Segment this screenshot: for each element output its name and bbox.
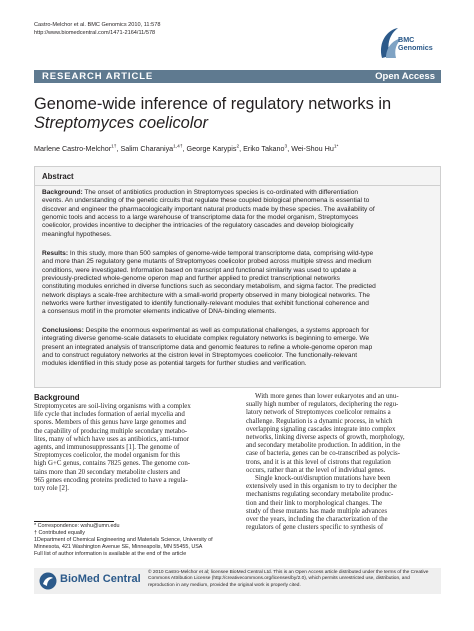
body-line: tains more than 20 secondary metabolite clusters and bbox=[34, 468, 180, 476]
body-column-left bbox=[34, 393, 229, 493]
author-separator: , bbox=[182, 144, 187, 153]
publisher-name: BioMed Central bbox=[60, 573, 141, 585]
author-name[interactable]: Eriko Takano bbox=[243, 144, 285, 153]
license-line: Commons Attribution License (http://creativecommons.org/licenses/by/2.0), which permits unrestricted use, distribution, and bbox=[148, 576, 410, 582]
body-line: occurs, rather than at the level of individual genes. bbox=[246, 466, 386, 474]
footnote-line: Minnesota, 421 Washington Avenue SE, Minneapolis, MN 55455, USA bbox=[34, 543, 203, 550]
abstract-label: Results: bbox=[42, 250, 69, 257]
author-affiliation-mark: 2 bbox=[236, 144, 240, 150]
abstract-line: coelicolor, provides incentive to decipher the intricacies of the regulatory cascades and develop biologically bbox=[42, 222, 354, 230]
abstract-line: modules identified in this study pose as potential targets for further studies and verification. bbox=[42, 360, 307, 368]
abstract-conclusions bbox=[42, 327, 372, 369]
abstract-line: discover and engineer the pharmacologically important natural products made by these species. The availability of bbox=[42, 205, 375, 213]
body-line: networks, linking diverse aspects of growth, morphology, bbox=[246, 434, 405, 442]
abstract-line: events. An understanding of the genetic circuits that regulate these coupled biological phenomena is essential to bbox=[42, 197, 370, 205]
title-line-1: Genome-wide inference of regulatory networks in bbox=[34, 95, 392, 113]
author-separator: , bbox=[116, 144, 121, 153]
abstract-heading: Abstract bbox=[42, 172, 74, 181]
body-line: tion and their link to morphological changes. The bbox=[246, 499, 383, 507]
body-line: regulators of gene clusters specific to synthesis of bbox=[246, 524, 384, 532]
body-line: and secondary metabolite production. In addition, in the bbox=[246, 442, 401, 450]
abstract-line: previously-predicted whole-genome operon map and further applied to predict transcriptional networks bbox=[42, 275, 340, 283]
body-line: challenge. Regulation is a dynamic process, in which bbox=[246, 417, 393, 425]
body-line: lites, many of which have uses as antibiotics, anti-tumor bbox=[34, 435, 190, 443]
author-name[interactable]: Marlene Castro-Melchor bbox=[34, 144, 112, 153]
body-line: extensively used in this organism to try to decipher the bbox=[246, 483, 397, 491]
footnote-line: 1Department of Chemical Engineering and Materials Science, University of bbox=[34, 536, 213, 543]
correspondence-email[interactable]: * Correspondence: wshu@umn.edu bbox=[34, 523, 120, 529]
citation-line: Castro-Melchor et al. BMC Genomics 2010, 11:578 bbox=[34, 22, 161, 28]
body-column-right bbox=[246, 393, 441, 532]
biomed-central-icon bbox=[38, 571, 58, 591]
abstract-line: integrating diverse genome-scale datasets to elucidate complex regulatory networks is beginning to emerge. We bbox=[42, 335, 370, 343]
body-line: agents, and immunosuppressants [1]. The genome of bbox=[34, 444, 180, 452]
abstract-divider bbox=[35, 185, 440, 186]
journal-logo[interactable] bbox=[376, 22, 440, 66]
body-line: the capability of producing multiple secondary metabo- bbox=[34, 427, 188, 435]
article-type: RESEARCH ARTICLE bbox=[42, 71, 154, 82]
abstract-line: genomic tools and access to a large warehouse of transcriptome data for the model organism, Streptomyces bbox=[42, 214, 359, 222]
citation-header bbox=[34, 22, 160, 37]
body-line: mechanisms regulating secondary metabolite produc- bbox=[246, 491, 394, 499]
footnotes bbox=[34, 523, 213, 558]
license-line: reproduction in any medium, provided the original work is properly cited. bbox=[148, 582, 301, 588]
body-line: Single knock-out/disruption mutations have been bbox=[255, 475, 391, 483]
abstract-line: and to construct regulatory networks at the cistron level in Streptomyces coelicolor. The functionally-relevant bbox=[42, 352, 358, 360]
abstract-line: network displays a scale-free architecture with a small-world property observed in many biological networks. The bbox=[42, 291, 370, 299]
body-line: overlapping signaling cascades integrate into complex bbox=[246, 425, 396, 433]
publisher-logo[interactable] bbox=[38, 571, 142, 591]
abstract-line: a consensus motif in the promoter elements indicative of DNA-binding elements. bbox=[42, 308, 277, 316]
title-line-2: Streptomyces coelicolor bbox=[34, 113, 208, 132]
body-line: latory network of Streptomyces coelicolor remains a bbox=[246, 409, 391, 417]
body-line: life cycle that includes formation of aerial mycelia and bbox=[34, 411, 185, 419]
author-affiliation-mark: 1† bbox=[111, 144, 117, 150]
body-line: tory role [2]. bbox=[34, 485, 70, 493]
article-url[interactable]: http://www.biomedcentral.com/1471-2164/11/578 bbox=[34, 29, 156, 36]
article-type-bar bbox=[34, 70, 441, 83]
author-separator: , bbox=[287, 144, 292, 153]
abstract-label: Conclusions: bbox=[42, 327, 84, 334]
body-line: Streptomycetes are soil-living organisms with a complex bbox=[34, 403, 191, 410]
body-line: case of bacteria, genes can be co-transcribed as polycis- bbox=[246, 450, 401, 458]
section-heading: Background bbox=[34, 393, 80, 402]
footnote-divider bbox=[34, 521, 114, 522]
author-name[interactable]: Salim Charaniya bbox=[120, 144, 174, 153]
body-line: With more genes than lower eukaryotes and an unu- bbox=[255, 393, 399, 400]
abstract-line: The onset of antibiotics production in Streptomyces species is co-ordinated with differentiation bbox=[82, 189, 359, 196]
license-text bbox=[148, 570, 428, 589]
license-line: © 2010 Castro-Melchor et al; licensee BioMed Central Ltd. This is an Open Access article distributed under the terms of the Creative bbox=[148, 570, 429, 575]
abstract-results bbox=[42, 250, 376, 317]
author-list bbox=[34, 144, 338, 153]
author-name[interactable]: George Karypis bbox=[186, 144, 237, 153]
abstract-background bbox=[42, 189, 375, 239]
author-affiliation-mark: 3 bbox=[284, 144, 288, 150]
body-line: high G+C genus, contains 7825 genes. The genome con- bbox=[34, 460, 191, 468]
author-separator: , bbox=[239, 144, 244, 153]
journal-name-line2: Genomics bbox=[398, 43, 433, 53]
article-title bbox=[34, 95, 444, 132]
body-line: sually high number of regulators, deciphering the regu- bbox=[246, 401, 399, 409]
abstract-line: meaningful hypotheses. bbox=[42, 230, 112, 238]
author-affiliation-mark: 1* bbox=[333, 144, 339, 150]
abstract-line: conditions, were investigated. Information based on transcript and functional similarity was used to update a bbox=[42, 266, 357, 274]
abstract-line: and more than 25 regulatory gene mutants of Streptomyces coelicolor probed across multiple stress and medium bbox=[42, 258, 372, 266]
body-line: spores. Members of this genus have large genomes and bbox=[34, 419, 187, 427]
body-line: study of these mutants has made multiple advances bbox=[246, 507, 388, 515]
footnote-line: Full list of author information is available at the end of the article bbox=[34, 550, 187, 557]
abstract-line: Despite the enormous experimental as well as computational challenges, a systems approach for bbox=[83, 327, 369, 334]
footnote-line: † Contributed equally bbox=[34, 529, 85, 536]
abstract-line: networks were further investigated to identify functionally-relevant modules that exhibit functional coherence and bbox=[42, 300, 369, 308]
abstract-box bbox=[34, 166, 441, 388]
author-name[interactable]: Wei-Shou Hu bbox=[291, 144, 334, 153]
abstract-line: constituting modules enriched in diverse functions such as secondary metabolism, and sigma factor. The predicted bbox=[42, 283, 376, 291]
journal-name-line1: BMC bbox=[398, 35, 415, 44]
body-line: over the years, including the characterization of the bbox=[246, 516, 388, 524]
open-access-label: Open Access bbox=[375, 71, 435, 82]
author-affiliation-mark: 1,4† bbox=[173, 144, 183, 150]
abstract-line: In this study, more than 500 samples of genome-wide temporal transcriptome data, comprising wild-type bbox=[68, 250, 374, 257]
body-line: trons, and it is at this level of cistrons that regulation bbox=[246, 458, 391, 466]
abstract-label: Background: bbox=[42, 189, 83, 196]
body-line: Streptomyces coelicolor, the model organism for this bbox=[34, 452, 180, 460]
body-line: 965 genes encoding proteins predicted to have a regula- bbox=[34, 476, 188, 484]
abstract-line: present an integrated analysis of transcriptome data and genomic features to refine a whole-genome operon map bbox=[42, 343, 373, 351]
